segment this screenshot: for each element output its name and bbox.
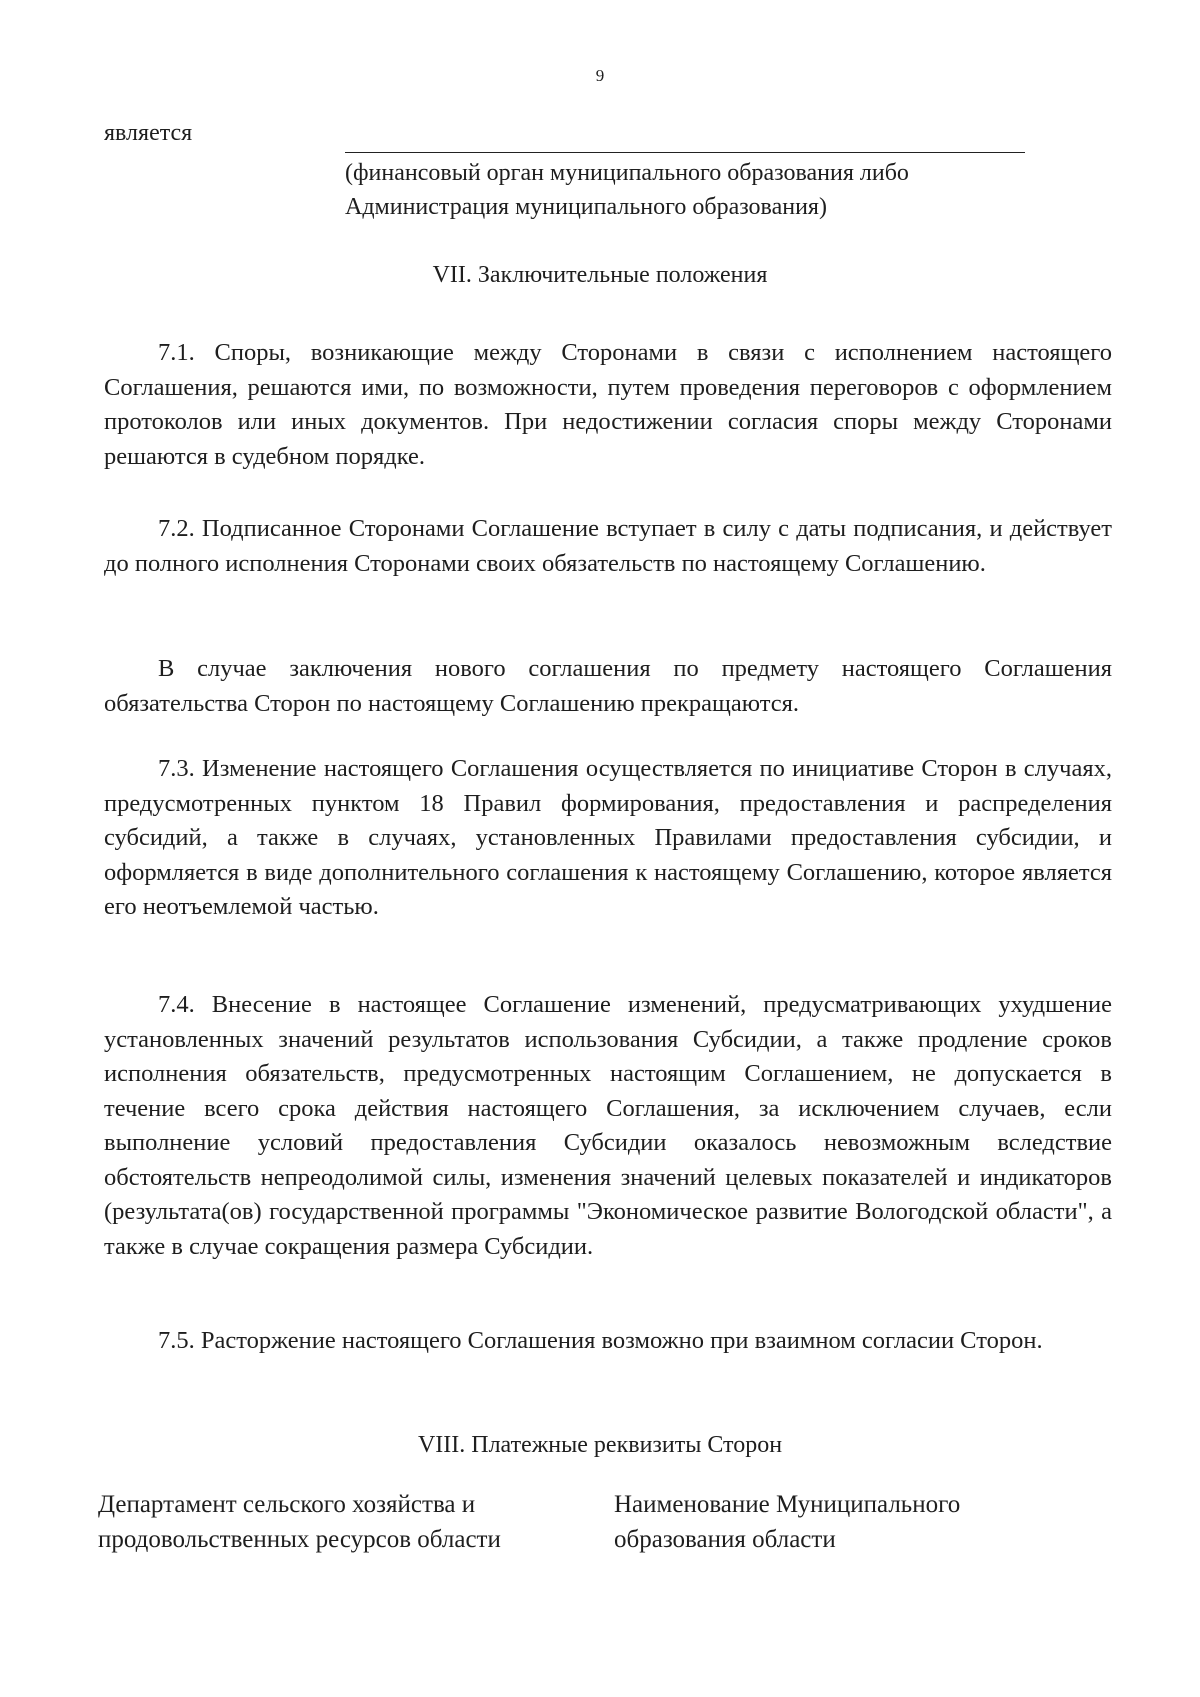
clause-7-2-continuation: В случае заключения нового соглашения по предмету настоящего Соглашения обязательства Сторон по настоящему Соглашению прекращаются. [104,655,1112,717]
intro-text: является [104,120,193,146]
section-8-heading: VIII. Платежные реквизиты Сторон [417,1432,783,1458]
page-number: 9 [595,66,605,85]
clause-7-1: 7.1. Споры, возникающие между Сторонами в связи с исполнением настоящего Соглашения, решаются ими, по возможности, путем проведения переговоров с оформлением протоколов или иных документов. При недостижении согласия споры между Сторонами решаются в судебном порядке. [104,339,1112,470]
requisites-right-party: Наименование Муниципального образования области [614,1491,961,1553]
requisites-left-party: Департамент сельского хозяйства и продовольственных ресурсов области [98,1491,501,1553]
section-7-heading: VII. Заключительные положения [432,262,768,288]
clause-7-4: 7.4. Внесение в настоящее Соглашение изменений, предусматривающих ухудшение установленных значений результатов использования Субсидии, а также продление сроков исполнения обязательств, предусмотренных настоящим Соглашением, не допускается в течение всего срока действия настоящего Соглашения, за исключением случаев, если выполнение условий предоставления Субсидии оказалось невозможным вследствие обстоятельств непреодолимой силы, изменения значений целевых показателей и индикаторов (результата(ов) государственной программы "Экономическое развитие Вологодской области", а также в случае сокращения размера Субсидии. [104,991,1112,1260]
clause-7-2: 7.2. Подписанное Сторонами Соглашение вступает в силу с даты подписания, и действует до полного исполнения Сторонами своих обязательств по настоящему Соглашению. [104,515,1112,577]
clause-7-5: 7.5. Расторжение настоящего Соглашения возможно при взаимном согласии Сторон. [158,1327,1043,1354]
clause-7-3: 7.3. Изменение настоящего Соглашения осуществляется по инициативе Сторон в случаях, предусмотренных пунктом 18 Правил формирования, предоставления и распределения субсидий, а также в случаях, установленных Правилами предоставления субсидии, и оформляется в виде дополнительного соглашения к настоящему Соглашению, которое является его неотъемлемой частью. [104,755,1112,920]
fill-in-blank-line [345,152,1025,153]
fill-in-blank-caption: (финансовый орган муниципального образования либо Администрация муниципального образования) [345,160,909,220]
